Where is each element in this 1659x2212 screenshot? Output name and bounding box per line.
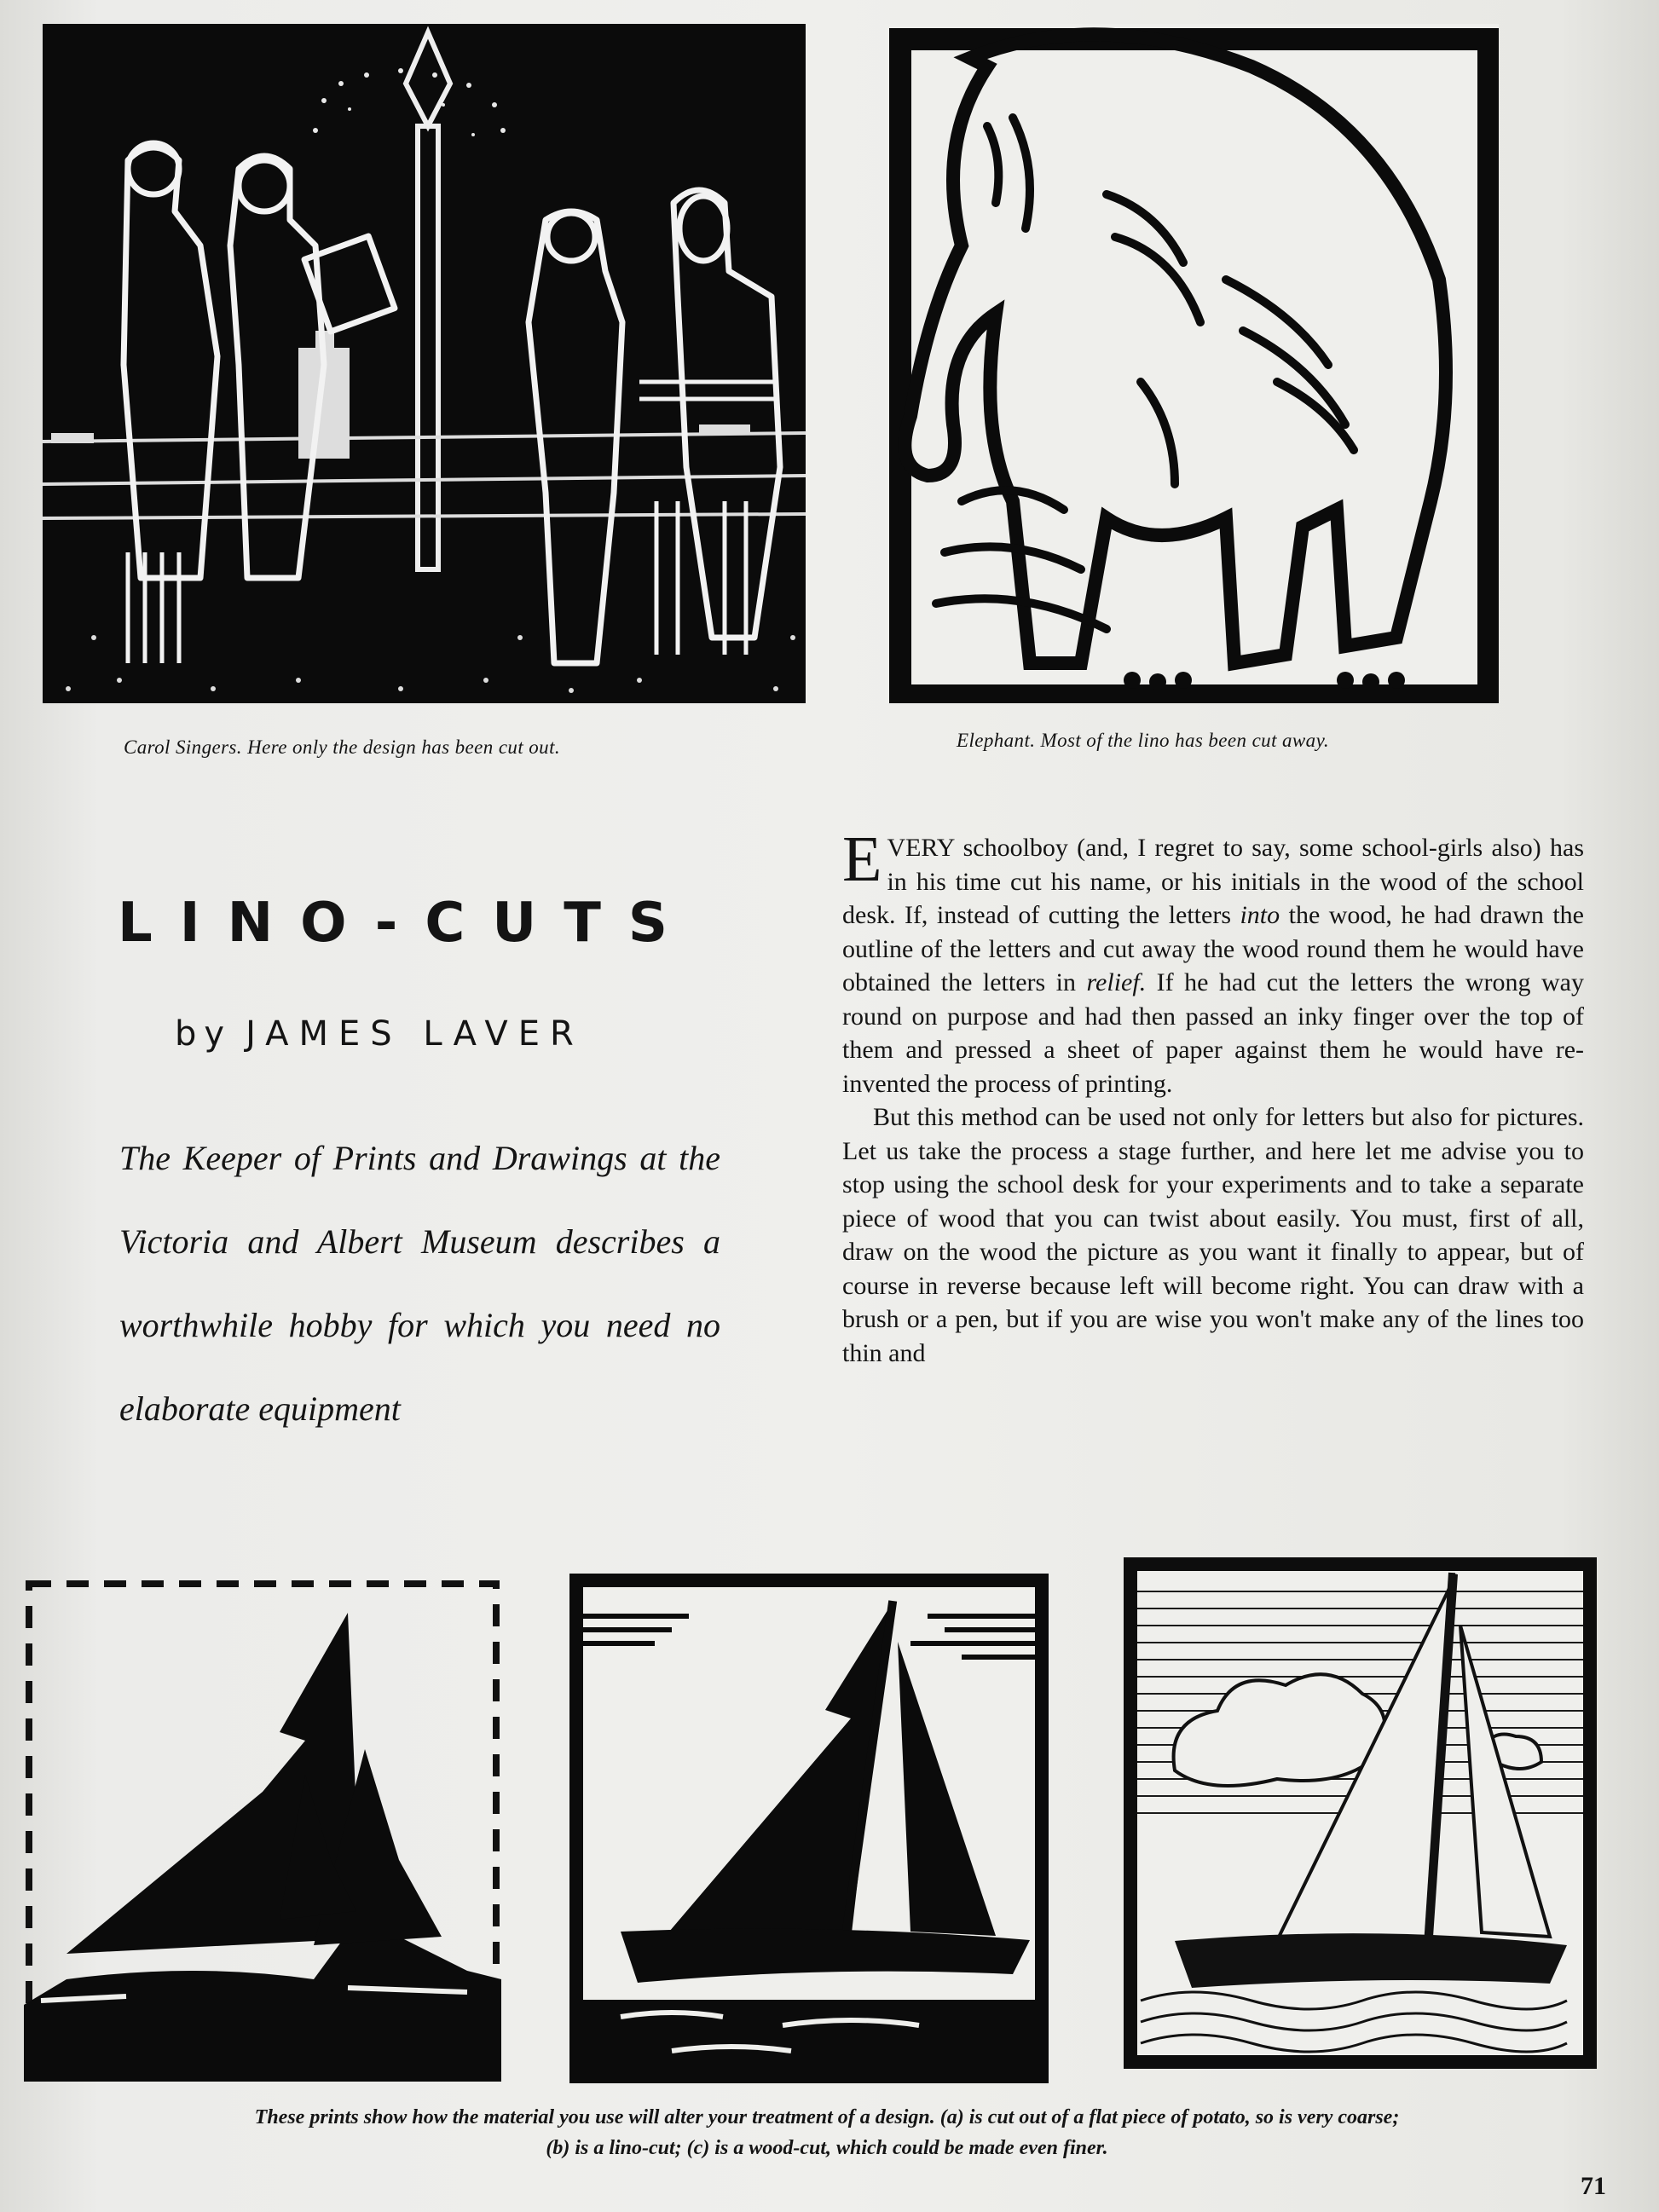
lino-cut-sailboat bbox=[569, 1574, 1049, 2083]
article-byline bbox=[175, 1014, 584, 1054]
wood-cut-sailboat bbox=[1124, 1557, 1597, 2069]
carol-singers-caption: Carol Singers. Here only the design has been cut out. bbox=[124, 736, 561, 758]
elephant-caption: Elephant. Most of the lino has been cut away. bbox=[957, 730, 1330, 751]
paragraph-1-text: VERY schoolboy (and, I regret to say, some school-girls also) has in his time cut his name, or his initials in the wood of the school desk. If, instead of cutting the letters bbox=[842, 834, 1584, 929]
byline-prefix: by bbox=[175, 1014, 233, 1054]
prints-comparison-caption bbox=[34, 2102, 1620, 2163]
paragraph-1-emphasis: into bbox=[1240, 901, 1280, 929]
paragraph-1 bbox=[842, 823, 1584, 1100]
caption-line-1: These prints show how the material you use will alter your treatment of a design. (a) is cut out of a flat piece of potato, so is very coarse; bbox=[254, 2106, 1400, 2128]
paragraph-1-emphasis: relief. bbox=[1086, 968, 1147, 996]
article-intro: The Keeper of Prints and Drawings at the Victoria and Albert Museum describes a worthwhile hobby for which you need no elaborate equipment bbox=[119, 1139, 720, 1428]
elephant-illustration bbox=[885, 24, 1499, 703]
article-title: LINO-CUTS bbox=[118, 892, 695, 955]
paragraph-2: But this method can be used not only for letters but also for pictures. Let us take the process a stage further, and here let me advise you to stop using the school desk for your experiments and to take a separate piece of wood that you can twist about easily. You must, first of all, draw on the wood the picture as you want it finally to appear, but of course in reverse because left will become right. You can draw with a brush or a pen, but if you are wise you won't make any of the lines too thin and bbox=[842, 1103, 1584, 1367]
potato-print-sailboat bbox=[24, 1579, 501, 2082]
drop-cap: E bbox=[842, 823, 882, 895]
caption-line-2: (b) is a lino-cut; (c) is a wood-cut, which could be made even finer. bbox=[546, 2137, 1108, 2159]
page-number: 71 bbox=[1581, 2172, 1606, 2200]
paragraph-1-text: If he had cut the letters the wrong way round on purpose and had then passed an inky finger over the top of them and pressed a sheet of paper against them he would have re-invented the process of printing. bbox=[842, 968, 1584, 1098]
author-name: JAMES LAVER bbox=[246, 1014, 584, 1054]
carol-singers-illustration bbox=[43, 24, 806, 703]
article-body bbox=[842, 823, 1584, 1370]
paragraph-1-text: the wood, he had drawn the outline of the letters and cut away the wood round them he would have obtained the letters in bbox=[842, 901, 1584, 996]
